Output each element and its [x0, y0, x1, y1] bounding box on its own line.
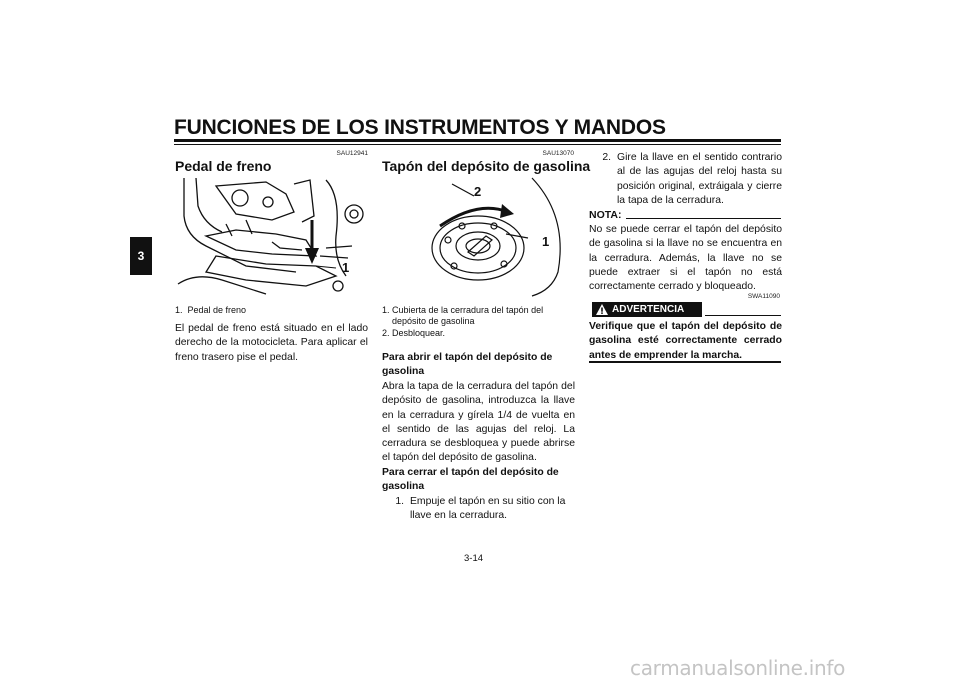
note-rule — [626, 218, 781, 219]
step-text: Empuje el tapón en su sitio con la llave en la cerradura. — [410, 496, 566, 522]
subheading-close-fuel-cap: Para cerrar el tapón del depósito de gasolina — [382, 467, 559, 493]
figure-callout-1: 1 — [342, 260, 350, 275]
caption-text: Cubierta de la cerradura del tapón del depósito de gasolina — [392, 305, 544, 326]
close-step-2 — [589, 151, 782, 208]
caption-number: 1. — [382, 305, 390, 315]
caption-number: 2. — [382, 328, 390, 338]
warning-badge — [592, 302, 702, 317]
section-code: SAU12941 — [336, 150, 368, 157]
page-number: 3-14 — [464, 553, 484, 564]
warning-icon — [596, 304, 608, 315]
warning-label: ADVERTENCIA — [612, 304, 685, 315]
section-heading-fuel-cap: Tapón del depósito de gasolina — [382, 158, 591, 174]
section-code: SAU13070 — [542, 150, 574, 157]
watermark-text: carmanualsonline.info — [630, 656, 846, 680]
step-text: Gire la llave en el sentido contrario al de las agujas del reloj hasta su posición original, extráigala y cierre la tapa de la cerradura. — [617, 152, 782, 206]
subheading-open-fuel-cap: Para abrir el tapón del depósito de gasolina — [382, 352, 553, 378]
note-label: NOTA: — [589, 209, 622, 221]
figure-callout-2: 2 — [474, 184, 482, 199]
caption-text: Pedal de freno — [187, 305, 247, 315]
warning-code: SWA11090 — [747, 293, 780, 300]
figure-callout-1: 1 — [542, 234, 550, 249]
caption-text: Desbloquear. — [392, 328, 446, 338]
brake-pedal-description: El pedal de freno está situado en el lado derecho de la motocicleta. Para aplicar el freno trasero pise el pedal. — [175, 323, 368, 363]
note-text: No se puede cerrar el tapón del depósito de gasolina si la llave no se encuentra en la cerradura. Además, la llave no se puede extraer si el tapón no está correctamente cerrado y bloqueado. — [589, 224, 782, 293]
open-fuel-cap-instructions: Abra la tapa de la cerradura del tapón del depósito de gasolina, introduzca la llave en la cerradura y gírela 1/4 de vuelta en el sentido de las agujas del reloj. La cerradura se desbloquea y puede abrirse el tapón del depósito de gasolina. — [382, 381, 575, 464]
step-number: 2. — [602, 152, 611, 163]
close-step-1 — [382, 495, 575, 524]
chapter-tab: 3 — [130, 237, 152, 275]
caption-number: 1. — [175, 305, 183, 315]
figure-caption-1 — [382, 305, 574, 339]
header-rule-thin — [174, 144, 781, 145]
header-rule — [174, 139, 781, 142]
page-title: FUNCIONES DE LOS INSTRUMENTOS Y MANDOS — [174, 116, 666, 139]
brake-pedal-illustration — [176, 176, 368, 298]
warning-rule-bottom — [589, 361, 781, 363]
figure-caption — [175, 305, 367, 316]
warning-text: Verifique que el tapón del depósito de gasolina esté correctamente cerrado antes de emprender la marcha. — [589, 321, 782, 361]
section-heading-brake-pedal: Pedal de freno — [175, 158, 272, 174]
warning-rule-top — [705, 315, 781, 316]
step-number: 1. — [395, 496, 404, 507]
